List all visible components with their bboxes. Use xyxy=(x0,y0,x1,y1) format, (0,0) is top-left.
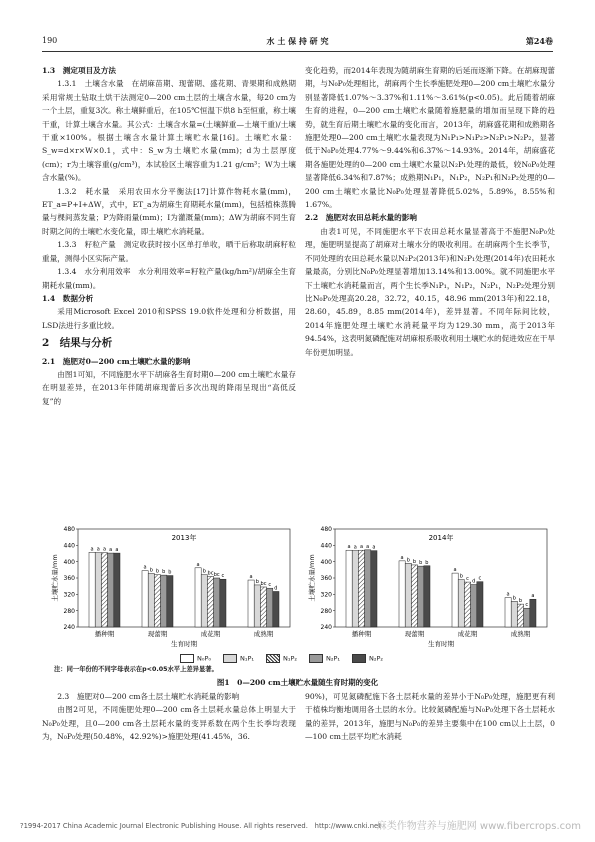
x-tick-label: 播种期 xyxy=(94,630,115,638)
y-tick-label: 360 xyxy=(320,575,332,583)
header-rule xyxy=(42,51,553,52)
bar xyxy=(411,565,417,627)
bar xyxy=(142,571,148,627)
legend-label: N₀P₀ xyxy=(197,654,211,663)
significance-letter: b xyxy=(412,558,417,565)
bar xyxy=(358,550,364,627)
y-tick-label: 280 xyxy=(63,607,75,615)
significance-letter: b xyxy=(162,569,166,576)
bar xyxy=(273,591,279,627)
significance-letter: a xyxy=(143,564,147,571)
bar xyxy=(207,576,213,627)
significance-letter: b xyxy=(149,567,153,574)
bar xyxy=(405,563,411,627)
significance-letter: a xyxy=(115,547,119,554)
significance-letter: b xyxy=(168,569,172,576)
paragraph: 1.3.4 水分利用效率 水分利用效率=籽粒产量(kg/hm²)/胡麻全生育期耗水量(mm)。 xyxy=(42,267,296,290)
y-tick-label: 240 xyxy=(63,624,75,632)
bar xyxy=(511,601,517,627)
x-axis-label: 生育时期 xyxy=(171,640,197,648)
significance-letter: b xyxy=(512,595,516,602)
bar xyxy=(418,566,424,627)
paragraph: 变化趋势，而2014年表现为随胡麻生育期的后延而逐渐下降。在胡麻现蕾期，与N₀P₀处理相比，胡麻两个生长季施肥处理0—200 cm土壤贮水量分别显著降低1.07%～3.37%和1.11%～3.61%(p<0.05)。此后随着胡麻生育的进程，0—200 cm土壤贮水量随着施肥量的增加而呈现下降的趋势，就生育后期土壤贮水量的变化而言，2013年，胡麻盛花期和成熟期各施肥处理0—200 cm土壤贮水量表现为N₁P₁>N₁P₂>N₂P₁>N₂P₂，显著低于N₀P₀处理4.77%～9.44%和6.37%～14.93%。2014年，胡麻盛花期各施肥处理的0—200 cm土壤贮水量以N₂P₁处理的最低，较N₀P₀处理显著降低6.34%和7.87%；成熟期N₁P₁，N₁P₂，N₂P₁和N₂P₂处理的0—200 cm土壤贮水量比N₀P₀处理显著降低5.02%，5.89%，8.55%和1.67%。 xyxy=(305,66,555,210)
bar xyxy=(365,550,371,627)
significance-letter: a xyxy=(347,544,351,551)
y-tick-label: 480 xyxy=(63,526,75,534)
paragraph: 采用Microsoft Excel 2010和SPSS 19.0软件处理和分析数据，用LSD法进行多重比较。 xyxy=(42,307,296,330)
significance-letter: b xyxy=(406,557,410,564)
legend-swatch xyxy=(352,654,366,663)
significance-letter: b xyxy=(425,559,429,566)
bar xyxy=(346,550,352,627)
bar xyxy=(505,598,511,627)
bar xyxy=(254,585,260,627)
bar xyxy=(464,582,470,627)
bar xyxy=(371,551,377,627)
bar xyxy=(424,566,430,627)
x-tick-label: 现蕾期 xyxy=(404,630,425,638)
bar xyxy=(517,604,523,627)
significance-letter: b xyxy=(518,598,523,605)
bar xyxy=(260,587,266,627)
bar xyxy=(89,552,95,627)
y-tick-label: 280 xyxy=(320,607,332,615)
y-tick-label: 320 xyxy=(63,591,75,599)
y-tick-label: 480 xyxy=(320,526,332,534)
significance-letter: d xyxy=(472,578,476,585)
significance-letter: b xyxy=(419,560,423,567)
y-tick-label: 320 xyxy=(320,591,332,599)
right-column-bottom xyxy=(305,690,555,744)
bar xyxy=(399,561,405,627)
significance-letter: a xyxy=(366,543,370,550)
x-tick-label: 成花期 xyxy=(457,630,478,638)
significance-letter: a xyxy=(359,544,364,551)
significance-letter: a xyxy=(102,546,107,553)
y-tick-label: 240 xyxy=(320,624,332,632)
bar xyxy=(101,553,107,627)
bar xyxy=(148,574,154,627)
legend-label: N₂P₂ xyxy=(369,654,383,663)
paragraph: 2.3 施肥对0—200 cm各土层土壤贮水消耗量的影响 xyxy=(57,692,240,701)
x-tick-label: 成熟期 xyxy=(253,630,274,638)
significance-letter: b xyxy=(155,568,160,575)
left-column-bottom xyxy=(42,690,296,744)
x-tick-label: 现蕾期 xyxy=(147,630,168,638)
page-number: 190 xyxy=(42,36,58,45)
paragraph: 1.3.1 土壤含水量 在胡麻苗期、现蕾期、盛花期、青果期和成熟期采用常规土钻取土烘干法测定0—200 cm土层的土壤含水量，每20 cm为一个土层，重复3次。称土壤鲜重后，在105℃恒温下烘8 h至恒重，称土壤干重，计算土壤含水量。其公式：土壤含水量=(土壤鲜重—土壤干重)/土壤干重×100%。根据土壤含水量计算土壤贮水量[16]。土壤贮水量：S_w=d×r×W×0.1，式中：S_w为土壤贮水量(mm)；d为土层厚度(cm)；r为土壤容重(g/cm³)，本试验区土壤容重为1.21 g/cm³；W为土壤含水量(%)。 xyxy=(42,79,296,183)
significance-letter: bc xyxy=(260,580,267,587)
section-heading: 2.1 施肥对0—200 cm土壤贮水量的影响 xyxy=(42,356,191,366)
significance-letter: a xyxy=(109,547,113,554)
significance-letter: c xyxy=(221,573,225,580)
section-heading: 1.3 测定项目及方法 xyxy=(42,66,116,75)
bar xyxy=(161,575,167,627)
bar xyxy=(114,553,120,627)
bar xyxy=(452,573,458,627)
significance-letter: a xyxy=(249,574,253,581)
figure-note: 注：同一年份的不同字母表示在p<0.05水平上差异显著。 xyxy=(54,666,218,673)
paragraph: 90%)，可见氮磷配施下各土层耗水量的差异小于N₀P₀处理，施肥更有利于植株均衡地调用各土层的水分。比较氮磷配施与N₀P₀处理下各土层耗水量的差异，2013年，施肥与N₀P₀的差异主要集中在100 cm以上土层，0—100 cm土层平均贮水消耗 xyxy=(305,692,555,742)
legend-item xyxy=(309,654,340,663)
bar xyxy=(220,579,226,627)
chart-2014 xyxy=(305,523,555,653)
y-tick-label: 440 xyxy=(320,542,332,550)
legend-item xyxy=(352,654,383,663)
legend-swatch xyxy=(180,654,194,663)
copyright-footer: ?1994-2017 China Academic Journal Electronic Publishing House. All rights reserved. http://www.cnki.net xyxy=(20,822,381,830)
y-axis-label: 土壤贮水量/mm xyxy=(51,554,59,602)
x-tick-label: 成熟期 xyxy=(510,630,531,638)
legend-swatch xyxy=(309,654,323,663)
chart-title: 2014年 xyxy=(428,534,454,542)
legend-label: N₁P₂ xyxy=(283,654,297,663)
chart-title: 2013年 xyxy=(171,534,197,542)
volume-label: 第24卷 xyxy=(525,36,553,46)
bar xyxy=(248,580,254,627)
section-heading: 2 结果与分析 xyxy=(42,337,113,350)
bar xyxy=(530,599,536,627)
left-column-top xyxy=(42,64,296,408)
significance-letter: a xyxy=(400,554,404,561)
significance-letter: b xyxy=(255,578,259,585)
right-column-top xyxy=(305,64,555,359)
significance-letter: a xyxy=(96,546,100,553)
bar xyxy=(214,578,220,627)
y-tick-label: 400 xyxy=(63,558,75,566)
section-heading: 1.4 数据分析 xyxy=(42,293,94,303)
bar xyxy=(524,608,530,627)
legend-item xyxy=(180,654,211,663)
bar xyxy=(471,585,477,627)
y-tick-label: 360 xyxy=(63,575,75,583)
x-tick-label: 播种期 xyxy=(351,630,372,638)
bar xyxy=(352,551,358,627)
bar xyxy=(458,580,464,627)
significance-letter: a xyxy=(196,561,200,568)
legend-label: N₂P₁ xyxy=(326,654,340,663)
paragraph: 1.3.2 耗水量 采用农田水分平衡法[17]计算作物耗水量(mm)，ET_a=P+I+ΔW，式中，ET_a为胡麻生育期耗水量(mm)，包括植株蒸腾量与棵间蒸发量；P为降雨量(mm)；I为灌溉量(mm)；ΔW为胡麻不同生育时期之间的土壤贮水变化量，即土壤贮水消耗量。 xyxy=(42,186,296,236)
bar xyxy=(95,553,101,627)
significance-letter: a xyxy=(531,593,535,600)
legend-swatch xyxy=(266,654,280,663)
significance-letter: c xyxy=(478,575,482,582)
chart-legend xyxy=(180,654,383,663)
significance-letter: a xyxy=(453,567,457,574)
legend-item xyxy=(223,654,254,663)
bar xyxy=(108,553,114,627)
bar xyxy=(201,575,207,627)
bar xyxy=(267,588,273,627)
paragraph: 由图2可见，不同施肥处理0—200 cm各土层耗水量总体上明显大于N₀P₀处理，且0—200 cm各土层耗水量的变异系数在两个生长季均表现为，N₀P₀处理(50.48%，42.92%)>施肥处理(41.45%，36. xyxy=(42,705,296,742)
significance-letter: bc xyxy=(213,572,220,578)
bar xyxy=(167,576,173,627)
significance-letter: d xyxy=(274,585,278,592)
legend-item xyxy=(266,654,297,663)
significance-letter: c xyxy=(268,582,272,589)
journal-title: 水 土 保 持 研 究 xyxy=(266,36,329,46)
paragraph: 由表1可见，不同施肥水平下农田总耗水量显著高于不施肥N₀P₀处理，施肥明显提高了胡麻对土壤水分的吸收利用。在胡麻两个生长季节，不同处理的农田总耗水量以N₂P₂(2013年)和N₂P₁处理(2014年)农田耗水量最高，分别比N₀P₀处理显著增加13.14%和13.00%。就不同施肥水平下土壤贮水消耗量而言，两个生长季N₁P₁，N₁P₂，N₂P₁，N₂P₂处理分别比N₀P₀处理高20.28，32.72，40.15，48.96 mm(2013年)和22.18，28.60，45.89，8.85 mm(2014年)，差异显著。不同年际间比较，2014年施肥处理土壤贮水消耗量平均为129.30 mm，高于2013年94.54%，这表明氮磷配施对胡麻根系吸收利用土壤贮水的促进效应在干旱年份更加明显。 xyxy=(305,226,555,357)
significance-letter: bc xyxy=(207,570,214,577)
significance-letter: a xyxy=(506,591,510,598)
significance-letter: b xyxy=(202,568,206,575)
legend-swatch xyxy=(223,654,237,663)
y-tick-label: 400 xyxy=(320,558,332,566)
x-tick-label: 成花期 xyxy=(200,630,221,638)
significance-letter: a xyxy=(353,544,357,551)
chart-2013 xyxy=(48,523,298,653)
significance-letter: c xyxy=(525,602,529,609)
legend-label: N₁P₁ xyxy=(240,654,254,663)
significance-letter: c xyxy=(466,576,469,583)
y-tick-label: 440 xyxy=(63,542,75,550)
bar xyxy=(195,568,201,627)
bar xyxy=(154,575,160,627)
watermark: 麻类作物营养与施肥网 www.fibercrops.com xyxy=(376,821,581,832)
x-axis-label: 生育时期 xyxy=(428,640,454,648)
section-heading: 2.2 施肥对农田总耗水量的影响 xyxy=(305,213,417,223)
significance-letter: b xyxy=(459,573,463,580)
paragraph: 由图1可知，不同施肥水平下胡麻各生育时期0—200 cm土壤贮水量存在明显差异，在2013年伴随胡麻现蕾后多次出现的降雨呈现出“高低反复”的 xyxy=(42,369,296,406)
bar xyxy=(477,582,483,627)
y-axis-label: 土壤贮水量/mm xyxy=(308,554,316,602)
figure-caption: 图1 0—200 cm土壤贮水量随生育时期的变化 xyxy=(216,678,379,687)
significance-letter: a xyxy=(90,546,94,553)
significance-letter: a xyxy=(372,544,376,551)
paragraph: 1.3.3 籽粒产量 测定收获时按小区单打单收，晒干后称取胡麻籽粒重量，测得小区实际产量。 xyxy=(42,240,296,263)
